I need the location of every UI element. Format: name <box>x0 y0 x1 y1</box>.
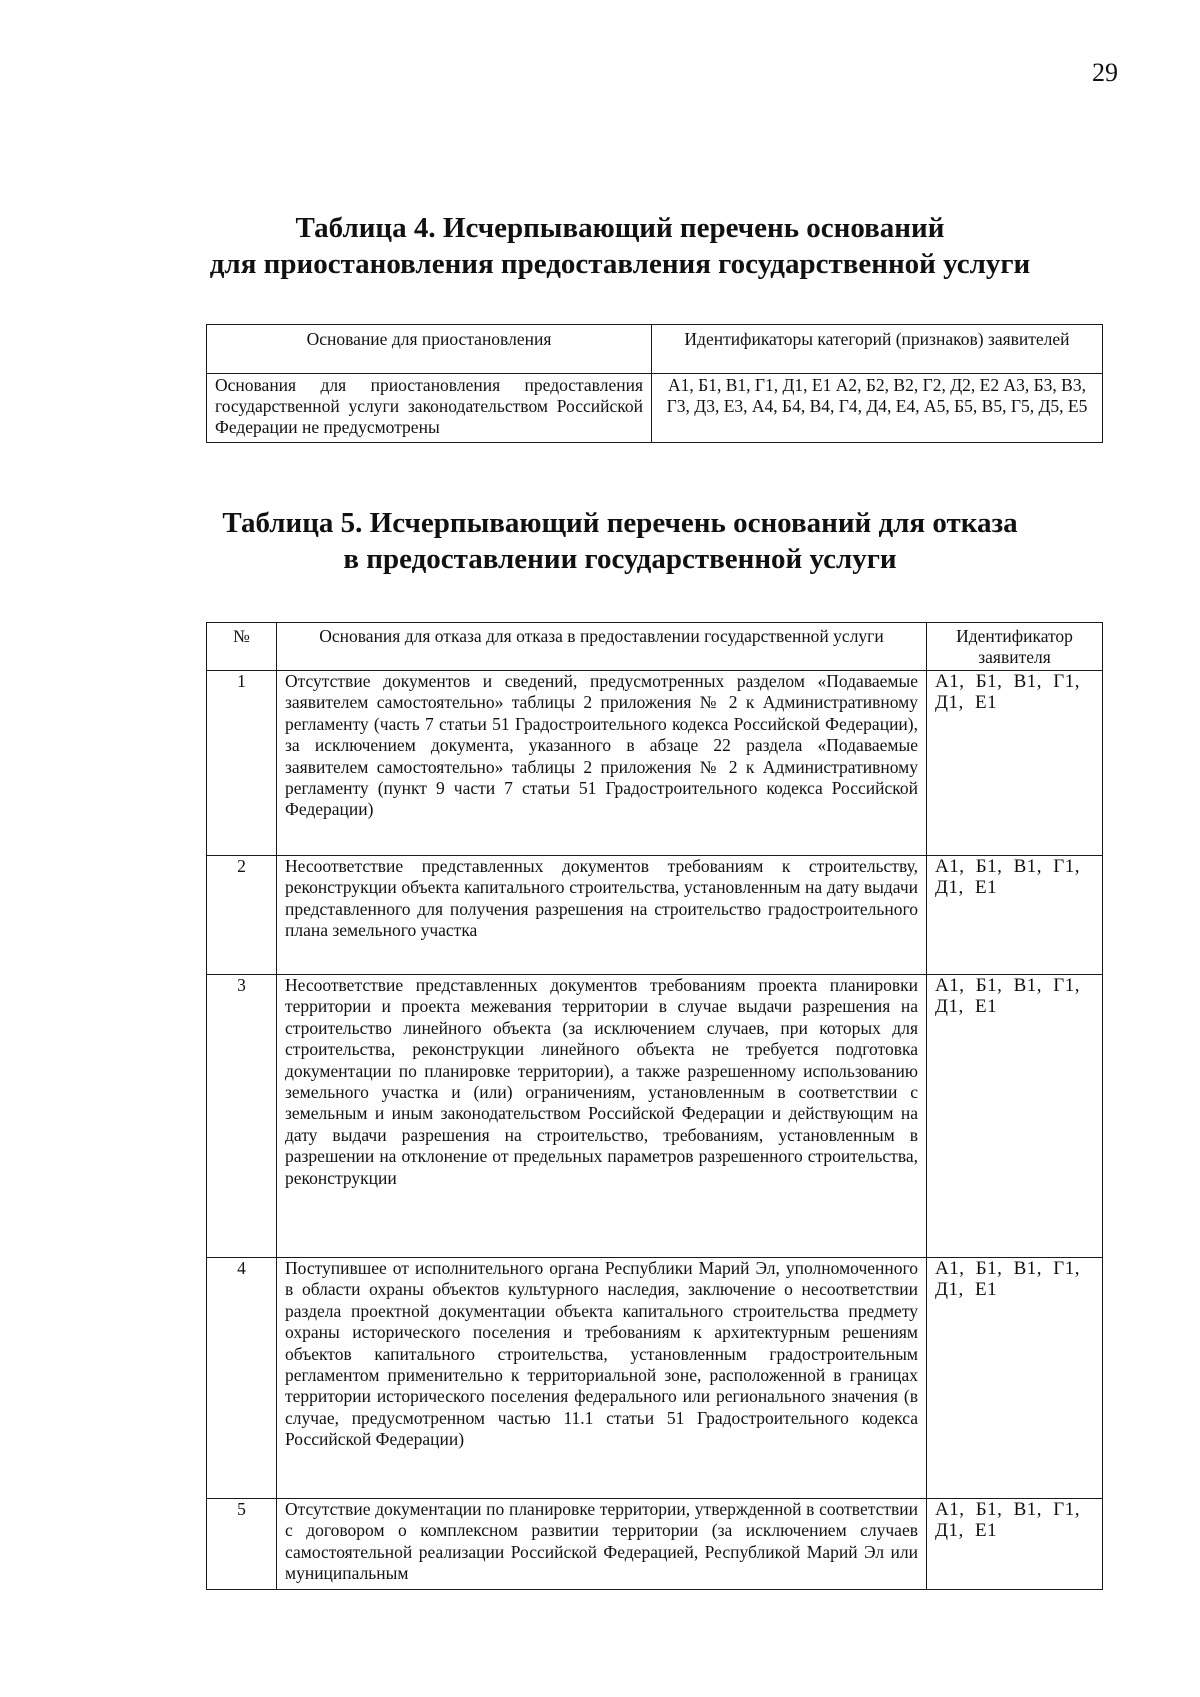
table4-title-line1: Таблица 4. Исчерпывающий перечень оснований <box>295 212 945 244</box>
row-number: 5 <box>207 1499 277 1590</box>
table-row <box>207 374 1103 443</box>
row-applicant-ids: А1, Б1, В1, Г1, Д1, Е1 <box>927 856 1103 975</box>
row-reason: Несоответствие представленных документов требованиям к строительству, реконструкции объекта капитального строительства, установленным на дату выдачи представленного для получения разрешения на строительство градостроительного плана земельного участка <box>277 856 927 975</box>
table5-header-num: № <box>207 623 277 671</box>
row-number: 2 <box>207 856 277 975</box>
table4-ids-cell: А1, Б1, В1, Г1, Д1, Е1 А2, Б2, В2, Г2, Д2, Е2 А3, Б3, В3, Г3, Д3, Е3, А4, Б4, В4, Г4, Д4, Е4, А5, Б5, В5, Г5, Д5, Е5 <box>652 374 1103 443</box>
table4 <box>206 324 1103 443</box>
row-applicant-ids: А1, Б1, В1, Г1, Д1, Е1 <box>927 671 1103 856</box>
table-row <box>207 671 1103 856</box>
table4-title-line2: для приостановления предоставления государственной услуги <box>209 248 1031 280</box>
table5-header-row <box>207 623 1103 671</box>
table5-title <box>180 505 1060 577</box>
table-row <box>207 1258 1103 1499</box>
table5-header-reason: Основания для отказа для отказа в предоставлении государственной услуги <box>277 623 927 671</box>
row-reason: Поступившее от исполнительного органа Республики Марий Эл, уполномоченного в области охраны объектов культурного наследия, заключение о несоответствии раздела проектной документации объекта капитального строительства предмету охраны исторического поселения и требованиям к архитектурным решениям объектов капитального строительства, установленным градостроительным регламентом применительно к территориальной зоне, расположенной в границах территории исторического поселения федерального или регионального значения (в случае, предусмотренном частью 11.1 статьи 51 Градостроительного кодекса Российской Федерации) <box>277 1258 927 1499</box>
row-number: 1 <box>207 671 277 856</box>
table4-header-ids: Идентификаторы категорий (признаков) заявителей <box>652 325 1103 374</box>
row-number: 3 <box>207 975 277 1258</box>
table5-title-line2: в предоставлении государственной услуги <box>343 543 897 575</box>
page-number: 29 <box>1092 58 1118 87</box>
row-reason: Отсутствие документов и сведений, предусмотренных разделом «Подаваемые заявителем самостоятельно» таблицы 2 приложения № 2 к Административному регламенту (часть 7 статьи 51 Градостроительного кодекса Российской Федерации), за исключением документа, указанного в абзаце 22 раздела «Подаваемые заявителем самостоятельно» таблицы 2 приложения № 2 к Административному регламенту (пункт 9 части 7 статьи 51 Градостроительного кодекса Российской Федерации) <box>277 671 927 856</box>
table4-basis-cell: Основания для приостановления предоставления государственной услуги законодательством Российской Федерации не предусмотрены <box>207 374 652 443</box>
table4-header-basis: Основание для приостановления <box>207 325 652 374</box>
table4-title <box>180 210 1060 282</box>
row-applicant-ids: А1, Б1, В1, Г1, Д1, Е1 <box>927 1499 1103 1590</box>
table-row <box>207 975 1103 1258</box>
row-reason: Несоответствие представленных документов требованиям проекта планировки территории и проекта межевания территории в случае выдачи разрешения на строительство линейного объекта (за исключением случаев, при которых для строительства, реконструкции линейного объекта не требуется подготовка документации по планировке территории), а также разрешенному использованию земельного участка и (или) ограничениям, установленным в соответствии с земельным и иным законодательством Российской Федерации и действующим на дату выдачи разрешения на строительство, требованиям, установленным в разрешении на отклонение от предельных параметров разрешенного строительства, реконструкции <box>277 975 927 1258</box>
row-number: 4 <box>207 1258 277 1499</box>
table-row <box>207 856 1103 975</box>
row-reason: Отсутствие документации по планировке территории, утвержденной в соответствии с договором о комплексном развитии территории (за исключением случаев самостоятельной реализации Российской Федерацией, Республикой Марий Эл или муниципальным <box>277 1499 927 1590</box>
table5 <box>206 622 1103 1590</box>
row-applicant-ids: А1, Б1, В1, Г1, Д1, Е1 <box>927 975 1103 1258</box>
table5-header-id: Идентификатор заявителя <box>927 623 1103 671</box>
table-row <box>207 1499 1103 1590</box>
table5-title-line1: Таблица 5. Исчерпывающий перечень оснований для отказа <box>222 507 1018 539</box>
row-applicant-ids: А1, Б1, В1, Г1, Д1, Е1 <box>927 1258 1103 1499</box>
table4-header-row <box>207 325 1103 374</box>
